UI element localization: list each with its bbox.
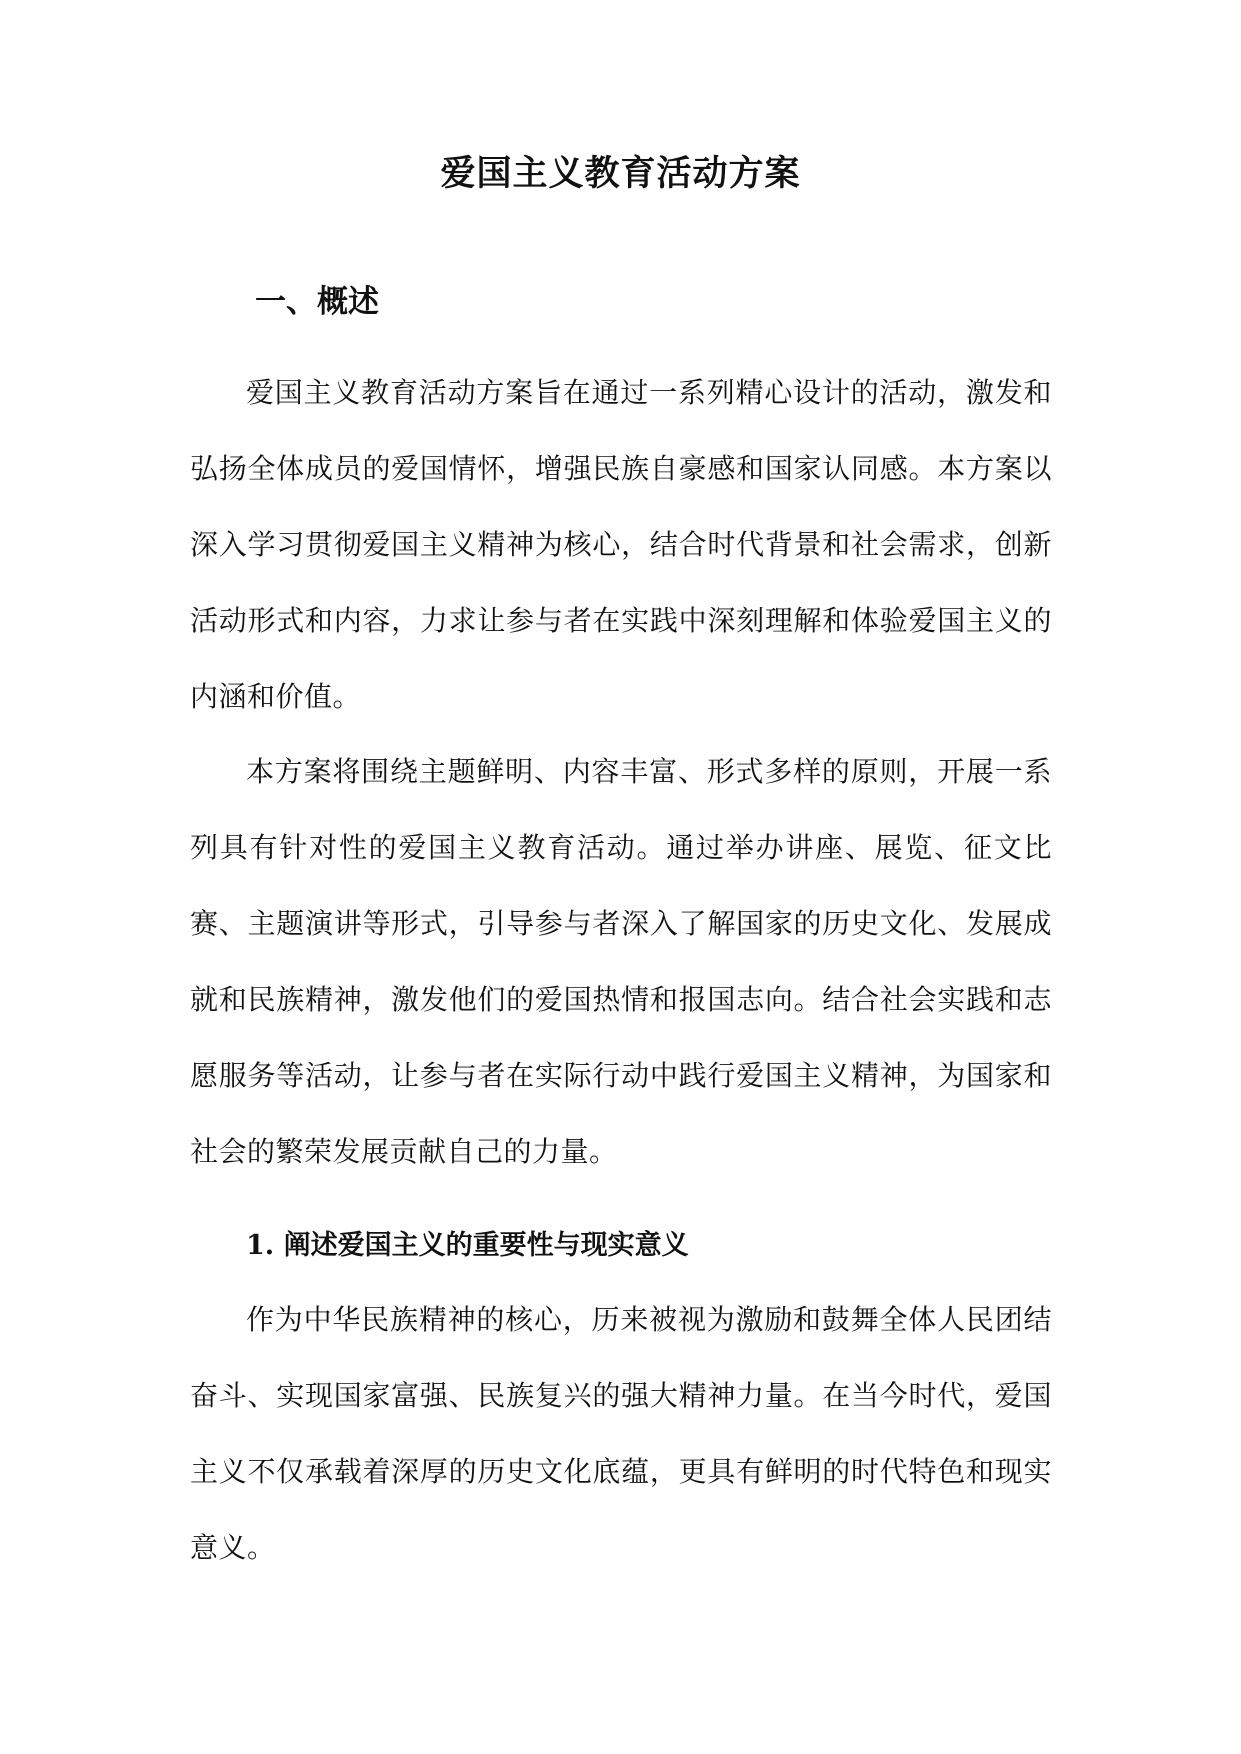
document-title: 爱国主义教育活动方案 bbox=[440, 153, 801, 194]
subsection-heading-importance: 1. 阐述爱国主义的重要性与现实意义 bbox=[246, 1230, 689, 1261]
section-heading-overview: 一、概述 bbox=[255, 284, 379, 320]
importance-paragraph-1: 作为中华民族精神的核心，历来被视为激励和鼓舞全体人民团结奋斗、实现国家富强、民族复兴的强大精神力量。在当今时代，爱国主义不仅承载着深厚的历史文化底蕴，更具有鲜明的时代特色和现实意义。 bbox=[190, 1303, 1052, 1564]
overview-paragraph-2: 本方案将围绕主题鲜明、内容丰富、形式多样的原则，开展一系列具有针对性的爱国主义教育活动。通过举办讲座、展览、征文比赛、主题演讲等形式，引导参与者深入了解国家的历史文化、发展成就和民族精神，激发他们的爱国热情和报国志向。结合社会实践和志愿服务等活动，让参与者在实际行动中践行爱国主义精神，为国家和社会的繁荣发展贡献自己的力量。 bbox=[190, 755, 1052, 1168]
overview-paragraph-1: 爱国主义教育活动方案旨在通过一系列精心设计的活动，激发和弘扬全体成员的爱国情怀，增强民族自豪感和国家认同感。本方案以深入学习贯彻爱国主义精神为核心，结合时代背景和社会需求，创新活动形式和内容，力求让参与者在实践中深刻理解和体验爱国主义的内涵和价值。 bbox=[190, 376, 1052, 713]
